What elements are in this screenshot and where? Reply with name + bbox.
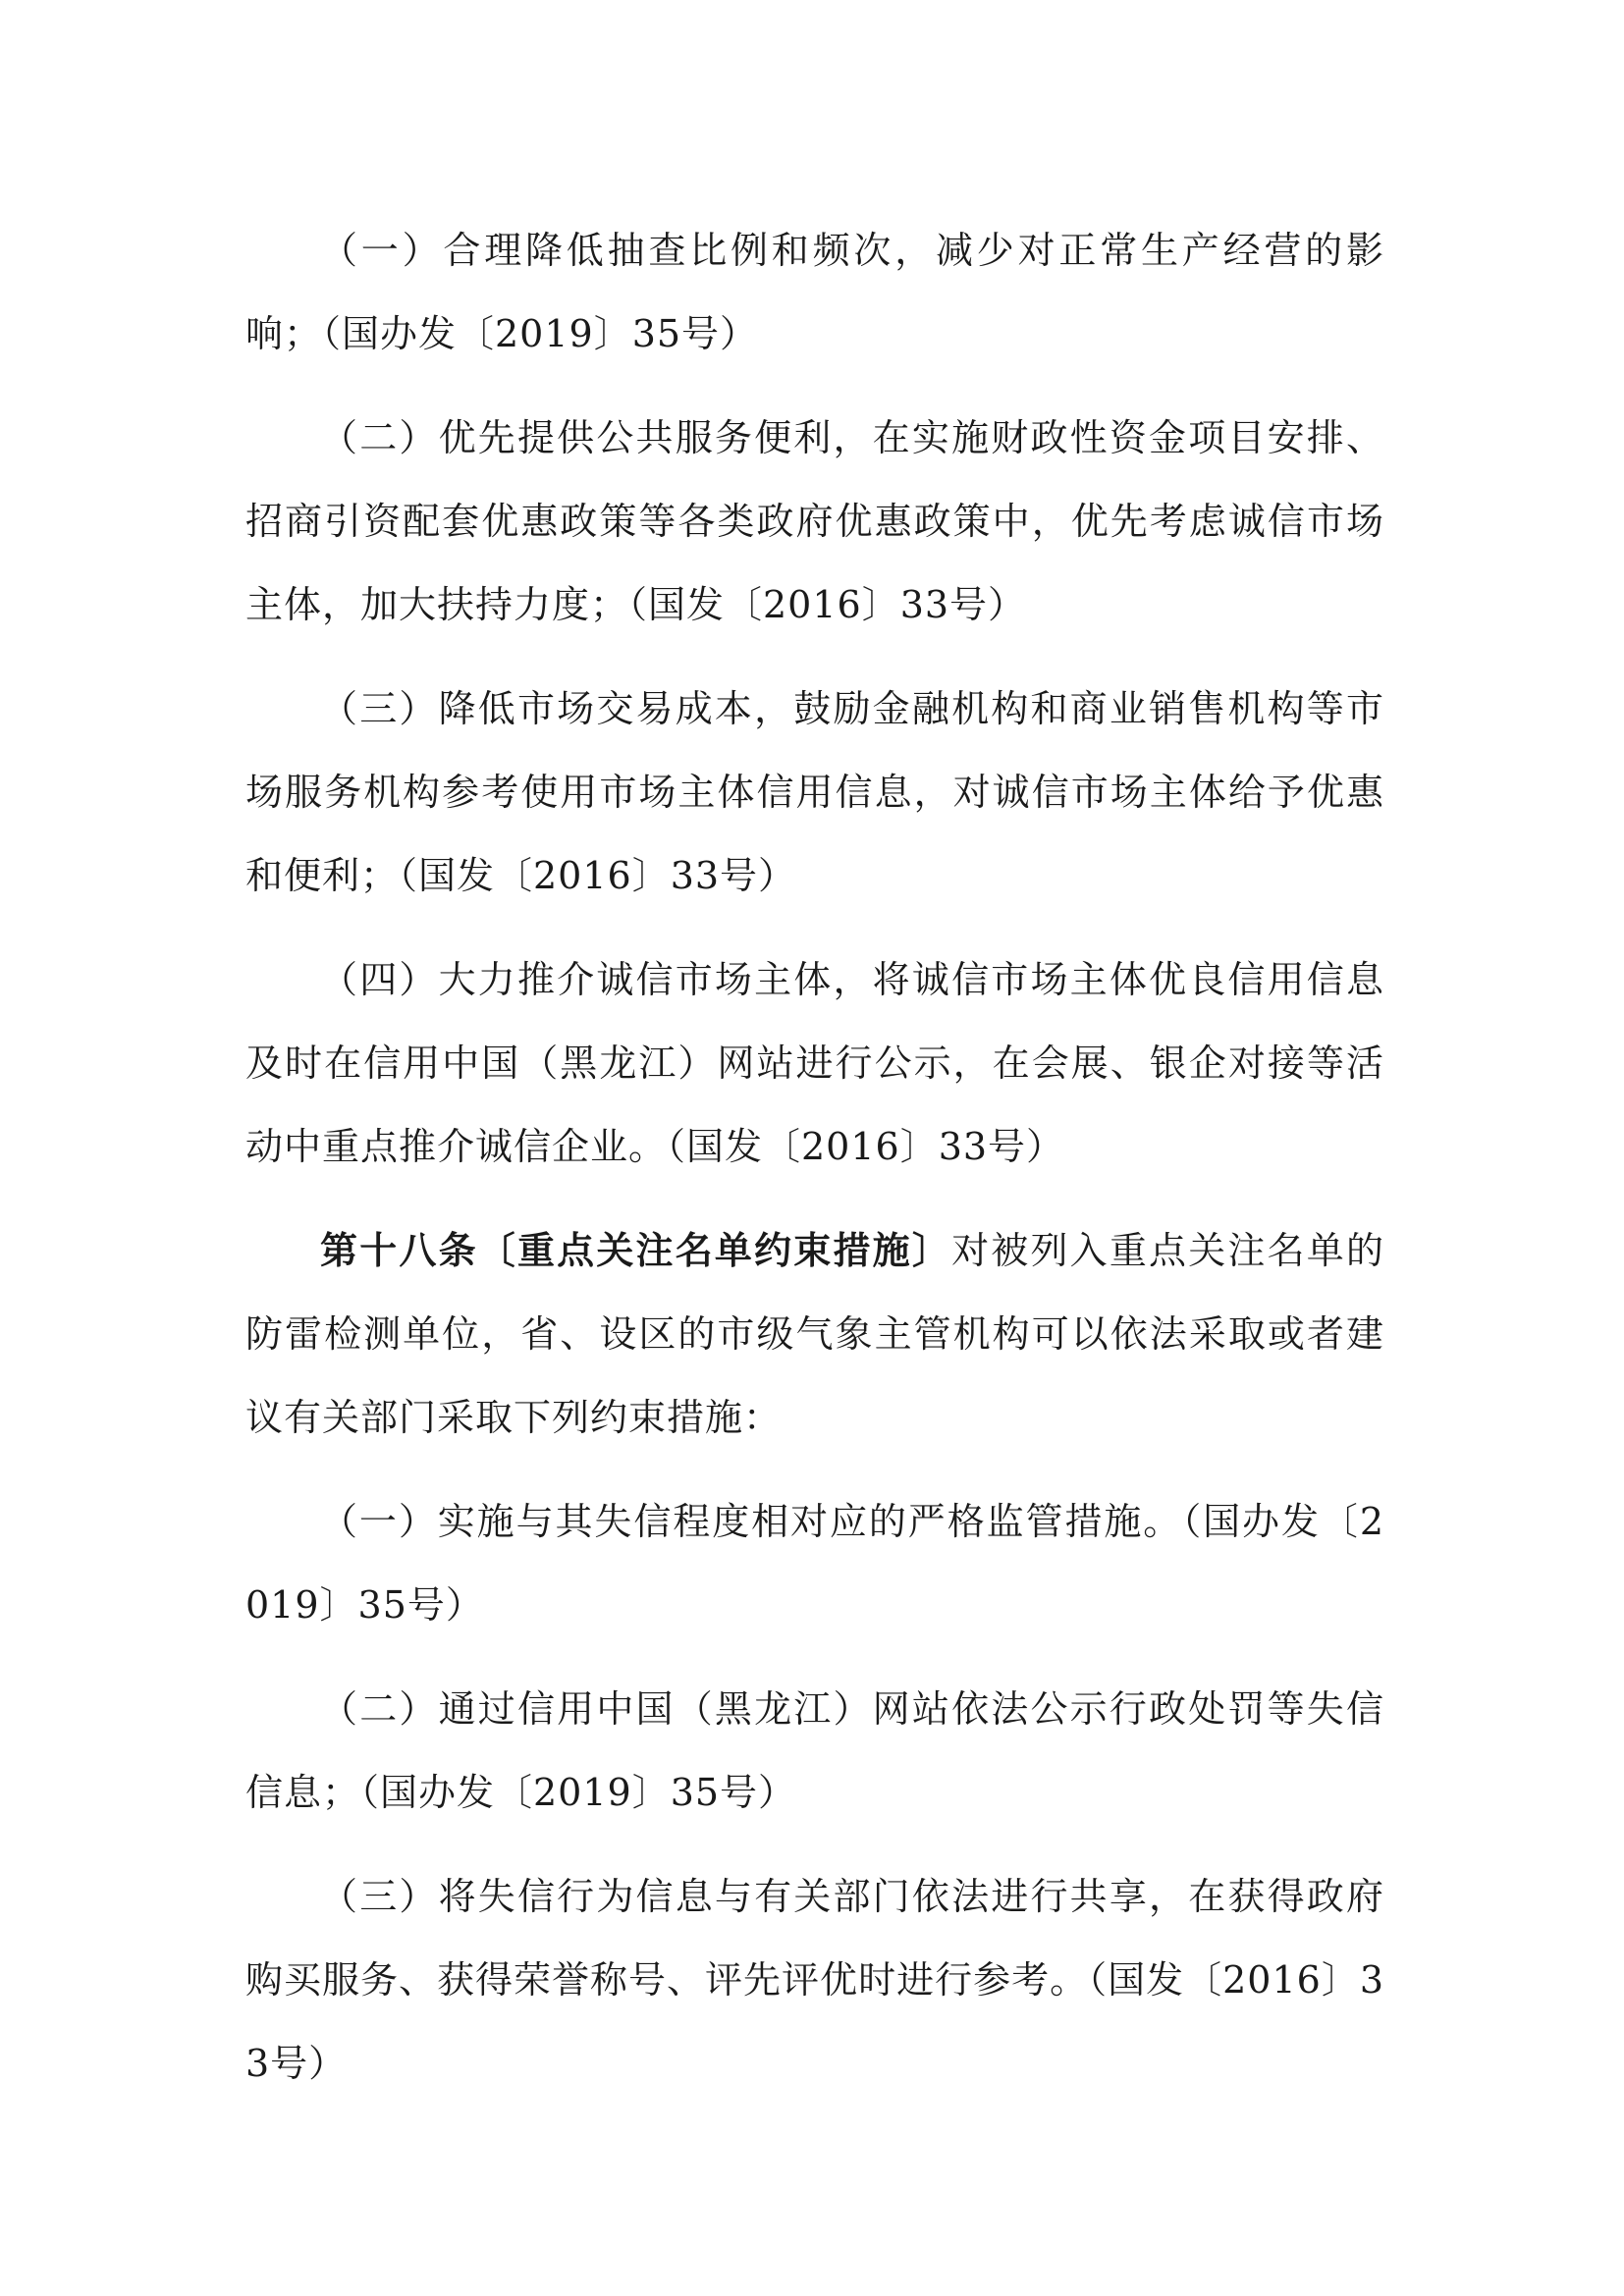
- article-18-heading: 第十八条〔重点关注名单约束措施〕: [320, 1229, 952, 1272]
- article-18-paragraph: [245, 1209, 1384, 1460]
- paragraph-1: （一）合理降低抽查比例和频次，减少对正常生产经营的影响；（国办发〔2019〕35号）: [245, 229, 1384, 355]
- paragraph-7: （二）通过信用中国（黑龙江）网站依法公示行政处罚等失信信息；（国办发〔2019〕35号）: [245, 1687, 1384, 1814]
- article-18-text: 对被列入重点关注名单的防雷检测单位，省、设区的市级气象主管机构可以依法采取或者建议有关部门采取下列约束措施：: [245, 1229, 1384, 1439]
- paragraph-6: （一）实施与其失信程度相对应的严格监管措施。（国办发〔2019〕35号）: [245, 1500, 1384, 1627]
- paragraph-2: （二）优先提供公共服务便利，在实施财政性资金项目安排、招商引资配套优惠政策等各类政府优惠政策中，优先考虑诚信市场主体，加大扶持力度；（国发〔2016〕33号）: [245, 416, 1384, 626]
- paragraph-4: （四）大力推介诚信市场主体，将诚信市场主体优良信用信息及时在信用中国（黑龙江）网站进行公示，在会展、银企对接等活动中重点推介诚信企业。（国发〔2016〕33号）: [245, 958, 1384, 1168]
- document-body: [245, 209, 1384, 2126]
- paragraph-8: （三）将失信行为信息与有关部门依法进行共享，在获得政府购买服务、获得荣誉称号、评先评优时进行参考。（国发〔2016〕33号）: [245, 1875, 1384, 2085]
- paragraph-3: （三）降低市场交易成本，鼓励金融机构和商业销售机构等市场服务机构参考使用市场主体信用信息，对诚信市场主体给予优惠和便利；（国发〔2016〕33号）: [245, 687, 1384, 897]
